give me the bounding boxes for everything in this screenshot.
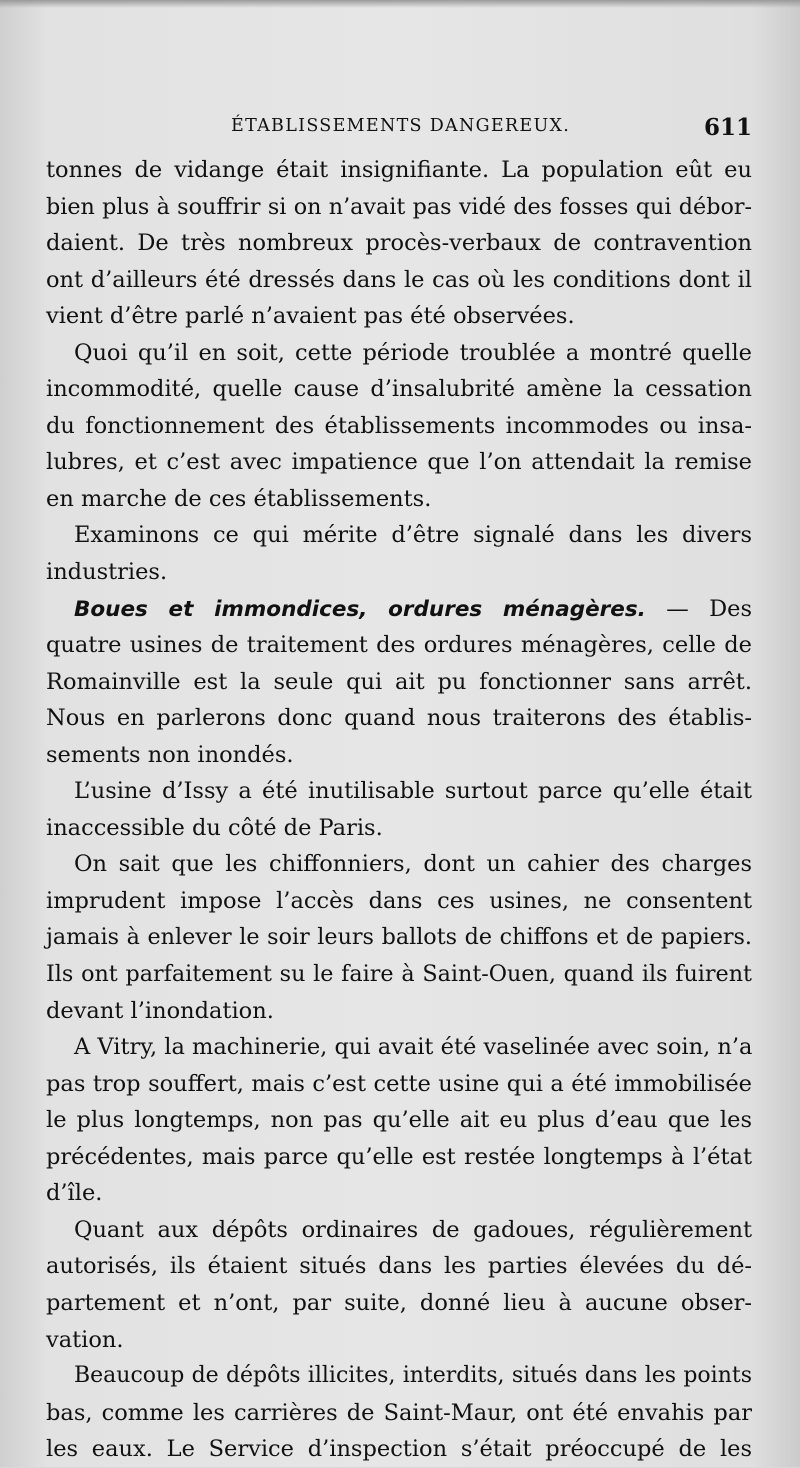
section-heading-line: [46, 591, 752, 628]
running-title: ÉTABLISSEMENTS DANGEREUX.: [231, 116, 571, 136]
text-line: L’usine d’Issy a été inutilisable surtout parce qu’elle était: [74, 778, 752, 805]
page-number: 611: [703, 114, 752, 141]
text-line: d’île.: [46, 1180, 103, 1207]
text-line: bien plus à souffrir si on n’avait pas vidé des fosses qui débor-: [46, 193, 752, 220]
text-line: On sait que les chiffonniers, dont un cahier des charges: [74, 851, 752, 878]
body-text: [46, 152, 752, 1468]
text-line: vation.: [46, 1326, 124, 1353]
text-line: jamais à enlever le soir leurs ballots de chiffons et de papiers.: [46, 924, 752, 951]
text-line: Romainville est la seule qui ait pu fonctionner sans arrêt.: [46, 668, 752, 695]
text-line: — Des: [666, 595, 752, 622]
text-line: vient d’être parlé n’avaient pas été observées.: [46, 303, 575, 330]
text-line: inaccessible du côté de Paris.: [46, 814, 383, 841]
text-line: daient. De très nombreux procès-verbaux de contravention: [46, 230, 752, 257]
text-line: en marche de ces établissements.: [46, 485, 432, 512]
section-heading: Boues et immondices, ordures ménagères.: [74, 596, 646, 622]
running-head: [46, 114, 756, 144]
text-line: ont d’ailleurs été dressés dans le cas où les conditions dont il: [46, 266, 752, 293]
page-top-shadow: [0, 0, 800, 8]
text-line: les eaux. Le Service d’inspection s’était préoccupé de les: [46, 1436, 752, 1463]
text-line: Ils ont parfaitement su le faire à Saint-Ouen, quand ils fuirent: [46, 961, 752, 988]
text-line: Nous en parlerons donc quand nous traiterons des établis-: [46, 705, 752, 732]
text-line: le plus longtemps, non pas qu’elle ait eu plus d’eau que les: [46, 1107, 752, 1134]
text-line: industries.: [46, 559, 168, 586]
text-line: pas trop souffert, mais c’est cette usine qui a été immobilisée: [46, 1070, 752, 1097]
text-line: Quoi qu’il en soit, cette période troublée a montré quelle: [74, 339, 752, 366]
text-line: lubres, et c’est avec impatience que l’on attendait la remise: [46, 449, 752, 476]
text-line: autorisés, ils étaient situés dans les parties élevées du dé-: [46, 1253, 752, 1280]
text-line: Examinons ce qui mérite d’être signalé dans les divers: [74, 522, 752, 549]
text-line: incommodité, quelle cause d’insalubrité amène la cessation: [46, 376, 752, 403]
text-line: quatre usines de traitement des ordures ménagères, celle de: [46, 632, 752, 659]
text-line: A Vitry, la machinerie, qui avait été vaselinée avec soin, n’a: [74, 1034, 753, 1061]
text-line: devant l’inondation.: [46, 997, 274, 1024]
text-line: précédentes, mais parce qu’elle est restée longtemps à l’état: [46, 1143, 752, 1170]
text-line: Beaucoup de dépôts illicites, interdits, situés dans les points: [74, 1363, 752, 1389]
text-line: bas, comme les carrières de Saint-Maur, ont été envahis par: [46, 1399, 752, 1426]
text-line: imprudent impose l’accès dans ces usines, ne consentent: [46, 887, 752, 914]
text-line: sements non inondés.: [46, 741, 294, 768]
text-line: du fonctionnement des établissements incommodes ou insa-: [46, 412, 752, 439]
text-line: tonnes de vidange était insignifiante. La population eût eu: [46, 157, 752, 183]
text-line: partement et n’ont, par suite, donné lieu à aucune obser-: [46, 1289, 752, 1316]
text-line: Quant aux dépôts ordinaires de gadoues, régulièrement: [74, 1216, 752, 1243]
